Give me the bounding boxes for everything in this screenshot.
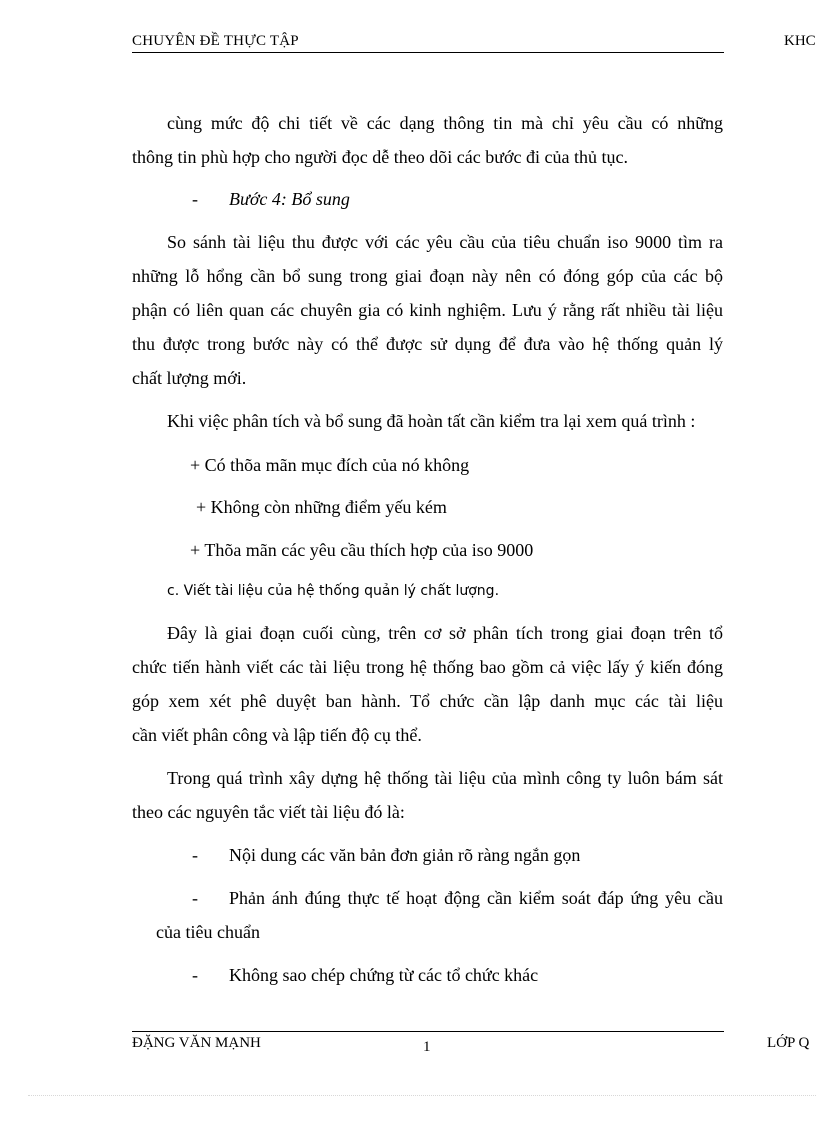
paragraph-line: cùng mức độ chi tiết về các dạng thông tin mà chỉ yêu cầu có những <box>167 113 723 133</box>
list-bullet: - <box>192 965 198 985</box>
paragraph-line: những lỗ hổng cần bổ sung trong giai đoạn này nên có đóng góp của các bộ <box>132 266 723 286</box>
list-item: Nội dung các văn bản đơn giản rõ ràng ngắn gọn <box>229 845 581 865</box>
list-bullet: - <box>192 845 198 865</box>
header-right-text: KHC <box>784 33 816 49</box>
paragraph-line: Khi việc phân tích và bổ sung đã hoàn tất cần kiểm tra lại xem quá trình : <box>167 411 696 431</box>
paragraph-line: thông tin phù hợp cho người đọc dễ theo dõi các bước đi của thủ tục. <box>132 147 628 167</box>
footer-class: LỚP Q <box>767 1035 810 1051</box>
section-heading: c. Viết tài liệu của hệ thống quản lý chất lượng. <box>167 583 500 599</box>
paragraph-line: phận có liên quan các chuyên gia có kinh nghiệm. Lưu ý rằng rất nhiều tài liệu <box>132 300 723 320</box>
paragraph-line: cần viết phân công và lập tiến độ cụ thể. <box>132 725 422 745</box>
paragraph-line: Đây là giai đoạn cuối cùng, trên cơ sở phân tích trong giai đoạn trên tổ <box>167 623 723 643</box>
paragraph-line: Trong quá trình xây dựng hệ thống tài liệu của mình công ty luôn bám sát <box>167 768 723 788</box>
paragraph-line: thu được trong bước này có thể được sử dụng để đưa vào hệ thống quản lý <box>132 334 723 354</box>
check-item: + Có thõa mãn mục đích của nó không <box>190 455 470 475</box>
list-bullet: - <box>192 888 198 908</box>
step-bullet: - <box>192 189 198 209</box>
step-4-heading: Bước 4: Bổ sung <box>229 189 350 209</box>
paragraph-line: chức tiến hành viết các tài liệu trong hệ thống bao gồm cả việc lấy ý kiến đóng <box>132 657 723 677</box>
header-divider <box>132 52 724 53</box>
paragraph-line: góp xem xét phê duyệt ban hành. Tổ chức cần lập danh mục các tài liệu <box>132 691 723 711</box>
list-item-continuation: của tiêu chuẩn <box>156 922 260 942</box>
footer-divider <box>132 1031 724 1032</box>
paragraph-line: So sánh tài liệu thu được với các yêu cầu của tiêu chuẩn iso 9000 tìm ra <box>167 232 723 252</box>
check-item: + Không còn những điểm yếu kém <box>196 497 447 517</box>
page-edge-dotted-line <box>28 1095 816 1096</box>
paragraph-line: chất lượng mới. <box>132 368 247 388</box>
check-item: + Thõa mãn các yêu cầu thích hợp của iso 9000 <box>190 540 534 560</box>
list-item: Phản ánh đúng thực tế hoạt động cần kiểm soát đáp ứng yêu cầu <box>229 888 723 908</box>
paragraph-line: theo các nguyên tắc viết tài liệu đó là: <box>132 802 405 822</box>
page-number: 1 <box>423 1039 431 1055</box>
footer-author: ĐẶNG VĂN MẠNH <box>132 1035 261 1051</box>
list-item: Không sao chép chứng từ các tổ chức khác <box>229 965 539 985</box>
header-title: CHUYÊN ĐỀ THỰC TẬP <box>132 33 299 49</box>
